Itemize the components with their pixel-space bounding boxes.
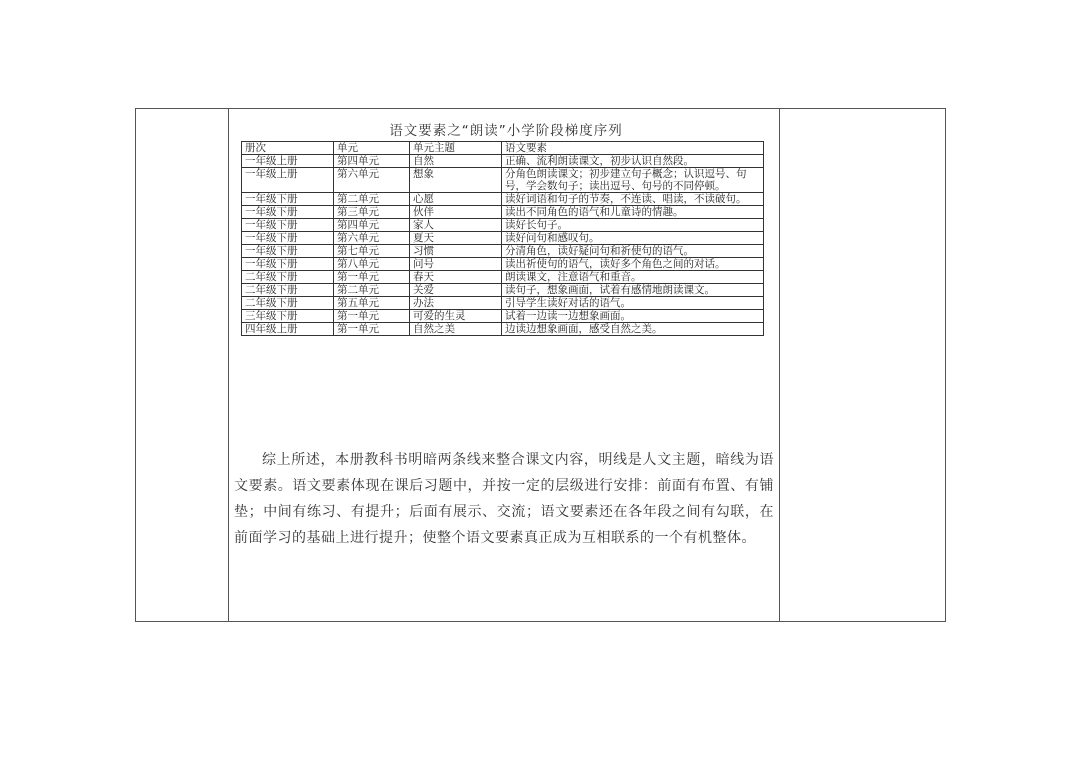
cell-element: 正确、流利朗读课文，初步认识自然段。: [502, 155, 764, 168]
cell-theme: 关爱: [410, 284, 502, 297]
cell-theme: 自然: [410, 155, 502, 168]
cell-element: 边读边想象画面，感受自然之美。: [502, 323, 764, 336]
cell-volume: 二年级下册: [242, 297, 334, 310]
cell-volume: 二年级下册: [242, 284, 334, 297]
table-row: [242, 206, 764, 219]
cell-unit: 第七单元: [334, 245, 410, 258]
reading-sequence-table: [241, 141, 764, 336]
cell-theme: 夏天: [410, 232, 502, 245]
cell-element: 分角色朗读课文；初步建立句子概念；认识逗号、句号，学会数句子；读出逗号、句号的不同停顿。: [502, 168, 764, 193]
column-header-volume: 册次: [242, 142, 334, 155]
cell-element: 读句子，想象画面，试着有感情地朗读课文。: [502, 284, 764, 297]
table-row: [242, 155, 764, 168]
table-row: [242, 168, 764, 193]
left-column-divider: [228, 109, 229, 621]
cell-volume: 一年级下册: [242, 193, 334, 206]
table-row: [242, 193, 764, 206]
cell-volume: 一年级下册: [242, 245, 334, 258]
cell-unit: 第三单元: [334, 206, 410, 219]
table-row: [242, 323, 764, 336]
cell-theme: 办法: [410, 297, 502, 310]
cell-volume: 一年级下册: [242, 258, 334, 271]
cell-unit: 第二单元: [334, 284, 410, 297]
cell-unit: 第六单元: [334, 232, 410, 245]
cell-unit: 第二单元: [334, 193, 410, 206]
cell-theme: 想象: [410, 168, 502, 193]
cell-theme: 心愿: [410, 193, 502, 206]
table-row: [242, 271, 764, 284]
table-row: [242, 219, 764, 232]
cell-element: 读出祈使句的语气，读好多个角色之间的对话。: [502, 258, 764, 271]
column-header-unit: 单元: [334, 142, 410, 155]
cell-unit: 第四单元: [334, 219, 410, 232]
cell-theme: 春天: [410, 271, 502, 284]
cell-unit: 第一单元: [334, 310, 410, 323]
table-row: [242, 310, 764, 323]
cell-element: 读出不同角色的语气和儿童诗的情趣。: [502, 206, 764, 219]
cell-volume: 一年级上册: [242, 155, 334, 168]
cell-volume: 四年级上册: [242, 323, 334, 336]
table-header-row: [242, 142, 764, 155]
column-header-theme: 单元主题: [410, 142, 502, 155]
table-row: [242, 258, 764, 271]
cell-element: 分清角色，读好疑问句和祈使句的语气。: [502, 245, 764, 258]
cell-unit: 第六单元: [334, 168, 410, 193]
cell-element: 读好问句和感叹句。: [502, 232, 764, 245]
right-column-divider: [779, 109, 780, 621]
cell-element: 试着一边读一边想象画面。: [502, 310, 764, 323]
cell-volume: 二年级下册: [242, 271, 334, 284]
cell-element: 引导学生读好对话的语气。: [502, 297, 764, 310]
cell-theme: 习惯: [410, 245, 502, 258]
cell-volume: 一年级下册: [242, 232, 334, 245]
cell-element: 读好词语和句子的节奏，不连读、唱读，不读破句。: [502, 193, 764, 206]
cell-unit: 第八单元: [334, 258, 410, 271]
cell-theme: 可爱的生灵: [410, 310, 502, 323]
cell-unit: 第一单元: [334, 323, 410, 336]
cell-volume: 一年级下册: [242, 219, 334, 232]
outer-table: [135, 108, 946, 622]
cell-volume: 三年级下册: [242, 310, 334, 323]
column-header-element: 语文要素: [502, 142, 764, 155]
cell-volume: 一年级上册: [242, 168, 334, 193]
table-row: [242, 297, 764, 310]
table-row: [242, 232, 764, 245]
cell-theme: 问号: [410, 258, 502, 271]
cell-volume: 一年级下册: [242, 206, 334, 219]
cell-theme: 自然之美: [410, 323, 502, 336]
cell-theme: 伙伴: [410, 206, 502, 219]
summary-paragraph: 综上所述，本册教科书明暗两条线来整合课文内容，明线是人文主题，暗线为语文要素。语文要素体现在课后习题中，并按一定的层级进行安排：前面有布置、有铺垫；中间有练习、有提升；后面有展示、交流；语文要素还在各年段之间有勾联，在前面学习的基础上进行提升；使整个语文要素真正成为互相联系的一个有机整体。: [234, 452, 774, 546]
cell-unit: 第五单元: [334, 297, 410, 310]
table-row: [242, 284, 764, 297]
table-row: [242, 245, 764, 258]
cell-unit: 第四单元: [334, 155, 410, 168]
cell-theme: 家人: [410, 219, 502, 232]
cell-unit: 第一单元: [334, 271, 410, 284]
cell-element: 朗读课文，注意语气和重音。: [502, 271, 764, 284]
sequence-table-title: 语文要素之“朗读”小学阶段梯度序列: [389, 123, 623, 139]
cell-element: 读好长句子。: [502, 219, 764, 232]
